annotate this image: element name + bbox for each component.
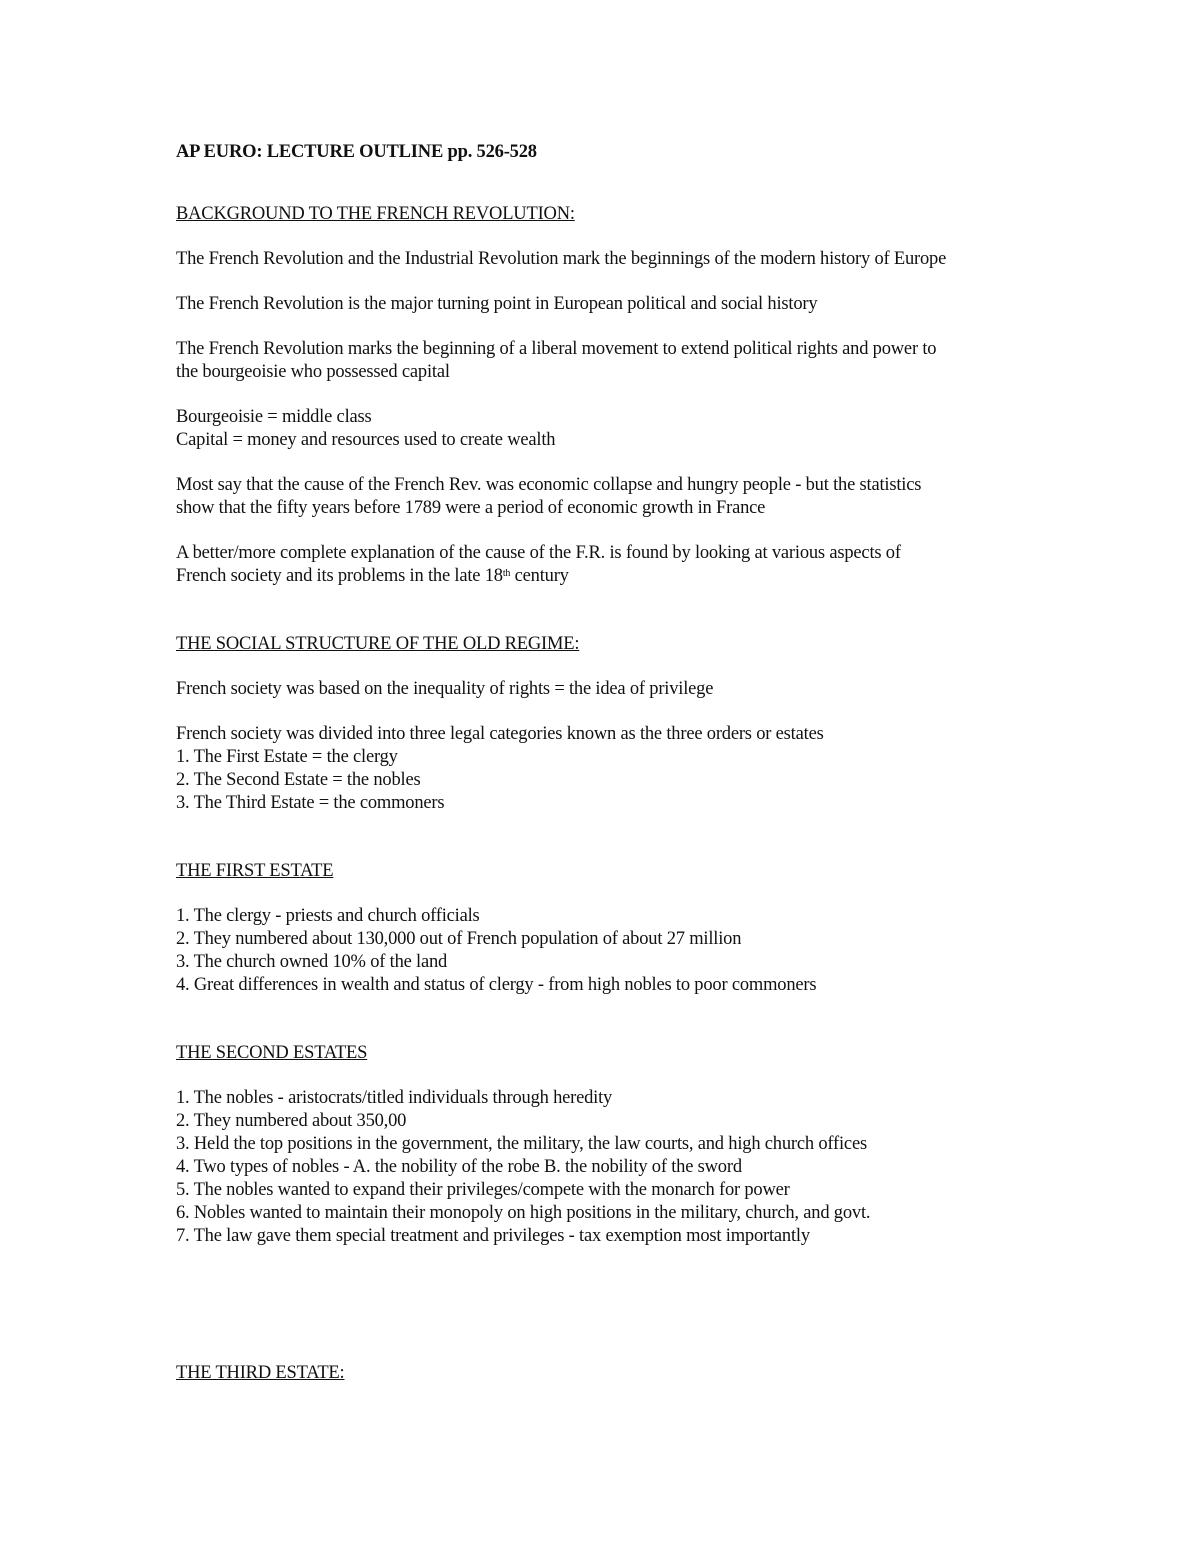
estates-list <box>176 723 1056 815</box>
paragraph-line: French society was divided into three legal categories known as the three orders or estates <box>176 724 824 744</box>
text-run: French society and its problems in the late 18 <box>176 566 503 586</box>
list-item: 3. Held the top positions in the government, the military, the law courts, and high church offices <box>176 1134 867 1154</box>
paragraph: French society was based on the inequality of rights = the idea of privilege <box>176 679 714 699</box>
superscript: th <box>502 568 511 579</box>
list-item: 2. They numbered about 130,000 out of French population of about 27 million <box>176 929 742 949</box>
paragraph: The French Revolution is the major turning point in European political and social history <box>176 294 818 314</box>
definition-bourgeoisie: Bourgeoisie = middle class <box>176 407 372 427</box>
paragraph-line: The French Revolution marks the beginning of a liberal movement to extend political rights and power to <box>176 339 937 359</box>
paragraph <box>176 474 1056 520</box>
first-estate-list <box>176 905 1056 997</box>
section-heading-third-estate: THE THIRD ESTATE: <box>176 1363 345 1383</box>
section-heading-social-structure: THE SOCIAL STRUCTURE OF THE OLD REGIME: <box>176 634 580 654</box>
second-estate-list <box>176 1087 1056 1248</box>
list-item: 2. The Second Estate = the nobles <box>176 770 421 790</box>
section-heading-first-estate: THE FIRST ESTATE <box>176 861 334 881</box>
paragraph-line <box>176 565 1056 588</box>
paragraph: The French Revolution and the Industrial Revolution mark the beginnings of the modern history of Europe <box>176 249 947 269</box>
list-item: 1. The First Estate = the clergy <box>176 747 398 767</box>
list-item: 4. Two types of nobles - A. the nobility of the robe B. the nobility of the sword <box>176 1157 742 1177</box>
paragraph-line: Most say that the cause of the French Rev. was economic collapse and hungry people - but the statistics <box>176 475 922 495</box>
paragraph <box>176 338 1056 384</box>
list-item: 3. The church owned 10% of the land <box>176 952 448 972</box>
section-heading-background: BACKGROUND TO THE FRENCH REVOLUTION: <box>176 204 575 224</box>
list-item: 4. Great differences in wealth and status of clergy - from high nobles to poor commoners <box>176 975 817 995</box>
definitions <box>176 406 1056 452</box>
list-item: 1. The nobles - aristocrats/titled individuals through heredity <box>176 1088 613 1108</box>
list-item: 1. The clergy - priests and church officials <box>176 906 480 926</box>
list-item: 2. They numbered about 350,00 <box>176 1111 407 1131</box>
paragraph-line: A better/more complete explanation of the cause of the F.R. is found by looking at various aspects of <box>176 543 901 563</box>
paragraph-line: the bourgeoisie who possessed capital <box>176 362 450 382</box>
list-item: 6. Nobles wanted to maintain their monopoly on high positions in the military, church, and govt. <box>176 1203 871 1223</box>
paragraph <box>176 542 1056 588</box>
paragraph-line: show that the fifty years before 1789 were a period of economic growth in France <box>176 498 766 518</box>
section-heading-second-estate: THE SECOND ESTATES <box>176 1043 368 1063</box>
definition-capital: Capital = money and resources used to create wealth <box>176 430 556 450</box>
document-page <box>176 141 1056 1407</box>
list-item: 5. The nobles wanted to expand their privileges/compete with the monarch for power <box>176 1180 790 1200</box>
document-title: AP EURO: LECTURE OUTLINE pp. 526-528 <box>176 142 537 162</box>
text-run: century <box>510 566 569 586</box>
list-item: 7. The law gave them special treatment and privileges - tax exemption most importantly <box>176 1226 810 1246</box>
list-item: 3. The Third Estate = the commoners <box>176 793 445 813</box>
